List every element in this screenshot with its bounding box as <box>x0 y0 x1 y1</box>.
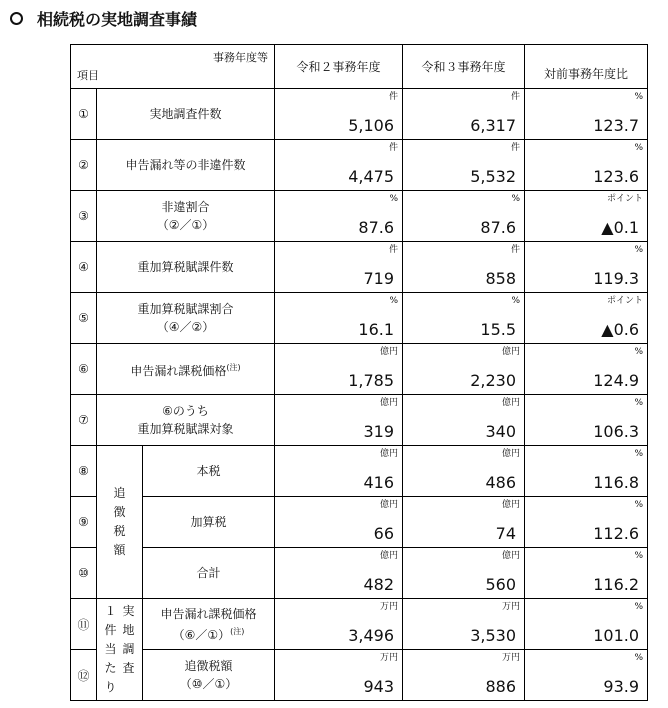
circle-bullet-icon <box>10 12 23 25</box>
row-number: ⑪ <box>71 599 97 650</box>
table-row <box>71 293 648 344</box>
row-number: ① <box>71 89 97 140</box>
row-number: ⑨ <box>71 497 97 548</box>
per-case-label-b: 実地調査 <box>122 604 135 675</box>
table-row <box>71 89 648 140</box>
value-cell-r2: 件 4,475 <box>275 140 403 191</box>
note-mark: (注) <box>226 362 241 372</box>
table-row <box>71 497 648 548</box>
row-number: ⑫ <box>71 650 97 701</box>
row-number: ② <box>71 140 97 191</box>
header-col-r3: 令和３事務年度 <box>403 45 525 89</box>
section-title <box>10 6 197 30</box>
value-cell-r3: 万円 886 <box>403 650 525 701</box>
row-label: 重加算税賦課件数 <box>97 242 275 293</box>
value-cell-r2: 件 5,106 <box>275 89 403 140</box>
value-cell-r2: 億円 482 <box>275 548 403 599</box>
row-number: ⑥ <box>71 344 97 395</box>
header-corner-bottom: 項目 <box>77 69 99 82</box>
row-label: 実地調査件数 <box>97 89 275 140</box>
value-cell-ratio: % 123.7 <box>525 89 648 140</box>
value-cell-r3: 件 6,317 <box>403 89 525 140</box>
row-number: ⑦ <box>71 395 97 446</box>
value-cell-r3: 億円 486 <box>403 446 525 497</box>
value-cell-ratio: % 124.9 <box>525 344 648 395</box>
table-row <box>71 548 648 599</box>
table-row <box>71 242 648 293</box>
value-cell-ratio: ポイント ▲0.6 <box>525 293 648 344</box>
header-corner-cell <box>71 45 275 89</box>
row-number: ⑤ <box>71 293 97 344</box>
table-header-row <box>71 45 648 89</box>
value-cell-ratio: ポイント ▲0.1 <box>525 191 648 242</box>
group-label-per-case <box>97 599 143 701</box>
table-row <box>71 344 648 395</box>
value-cell-ratio: % 116.8 <box>525 446 648 497</box>
value-cell-r3: 億円 2,230 <box>403 344 525 395</box>
table-row <box>71 140 648 191</box>
row-label: 申告漏れ等の非違件数 <box>97 140 275 191</box>
row-label: 加算税 <box>143 497 275 548</box>
value-cell-r2: % 16.1 <box>275 293 403 344</box>
row-number: ③ <box>71 191 97 242</box>
value-cell-ratio: % 123.6 <box>525 140 648 191</box>
value-cell-r2: 億円 1,785 <box>275 344 403 395</box>
value-cell-r2: 億円 319 <box>275 395 403 446</box>
header-corner-top: 事務年度等 <box>213 51 269 64</box>
value-cell-ratio: % 116.2 <box>525 548 648 599</box>
value-cell-ratio: % 101.0 <box>525 599 648 650</box>
row-label: 追徴税額 （⑩／①） <box>143 650 275 701</box>
value-cell-ratio: % 119.3 <box>525 242 648 293</box>
row-number: ④ <box>71 242 97 293</box>
row-label: 申告漏れ課税価格 （⑥／①）$^{(注)}$ <box>143 599 275 650</box>
value-cell-r3: % 15.5 <box>403 293 525 344</box>
value-cell-r2: 万円 943 <box>275 650 403 701</box>
table-row <box>71 599 648 650</box>
row-number: ⑧ <box>71 446 97 497</box>
row-label: 重加算税賦課割合 （④／②） <box>97 293 275 344</box>
section-title-text: 相続税の実地調査事績 <box>37 9 198 29</box>
audit-results-table <box>70 44 648 701</box>
header-col-r2: 令和２事務年度 <box>275 45 403 89</box>
row-label: 本税 <box>143 446 275 497</box>
row-label: ⑥のうち 重加算税賦課対象 <box>97 395 275 446</box>
value-cell-r3: 件 858 <box>403 242 525 293</box>
value-cell-r3: 億円 74 <box>403 497 525 548</box>
value-cell-r2: 億円 416 <box>275 446 403 497</box>
header-col-ratio: 対前事務年度比 <box>525 45 648 89</box>
value-cell-ratio: % 106.3 <box>525 395 648 446</box>
table-row <box>71 650 648 701</box>
row-number: ⑩ <box>71 548 97 599</box>
note-mark: (注) <box>230 626 245 636</box>
value-cell-r2: 億円 66 <box>275 497 403 548</box>
value-cell-r2: % 87.6 <box>275 191 403 242</box>
group-label-tsuichou: 追徴税額 <box>97 446 143 599</box>
table-row <box>71 446 648 497</box>
value-cell-r3: 万円 3,530 <box>403 599 525 650</box>
row-label: 合計 <box>143 548 275 599</box>
value-cell-r3: 億円 560 <box>403 548 525 599</box>
row-label: 申告漏れ課税価格$^{(注)}$ <box>97 344 275 395</box>
value-cell-ratio: % 93.9 <box>525 650 648 701</box>
value-cell-r3: 億円 340 <box>403 395 525 446</box>
table-row <box>71 395 648 446</box>
value-cell-r2: 万円 3,496 <box>275 599 403 650</box>
value-cell-ratio: % 112.6 <box>525 497 648 548</box>
per-case-label-a: １件当たり <box>104 604 117 694</box>
row-label: 非違割合 （②／①） <box>97 191 275 242</box>
value-cell-r3: 件 5,532 <box>403 140 525 191</box>
table-row <box>71 191 648 242</box>
value-cell-r3: % 87.6 <box>403 191 525 242</box>
value-cell-r2: 件 719 <box>275 242 403 293</box>
